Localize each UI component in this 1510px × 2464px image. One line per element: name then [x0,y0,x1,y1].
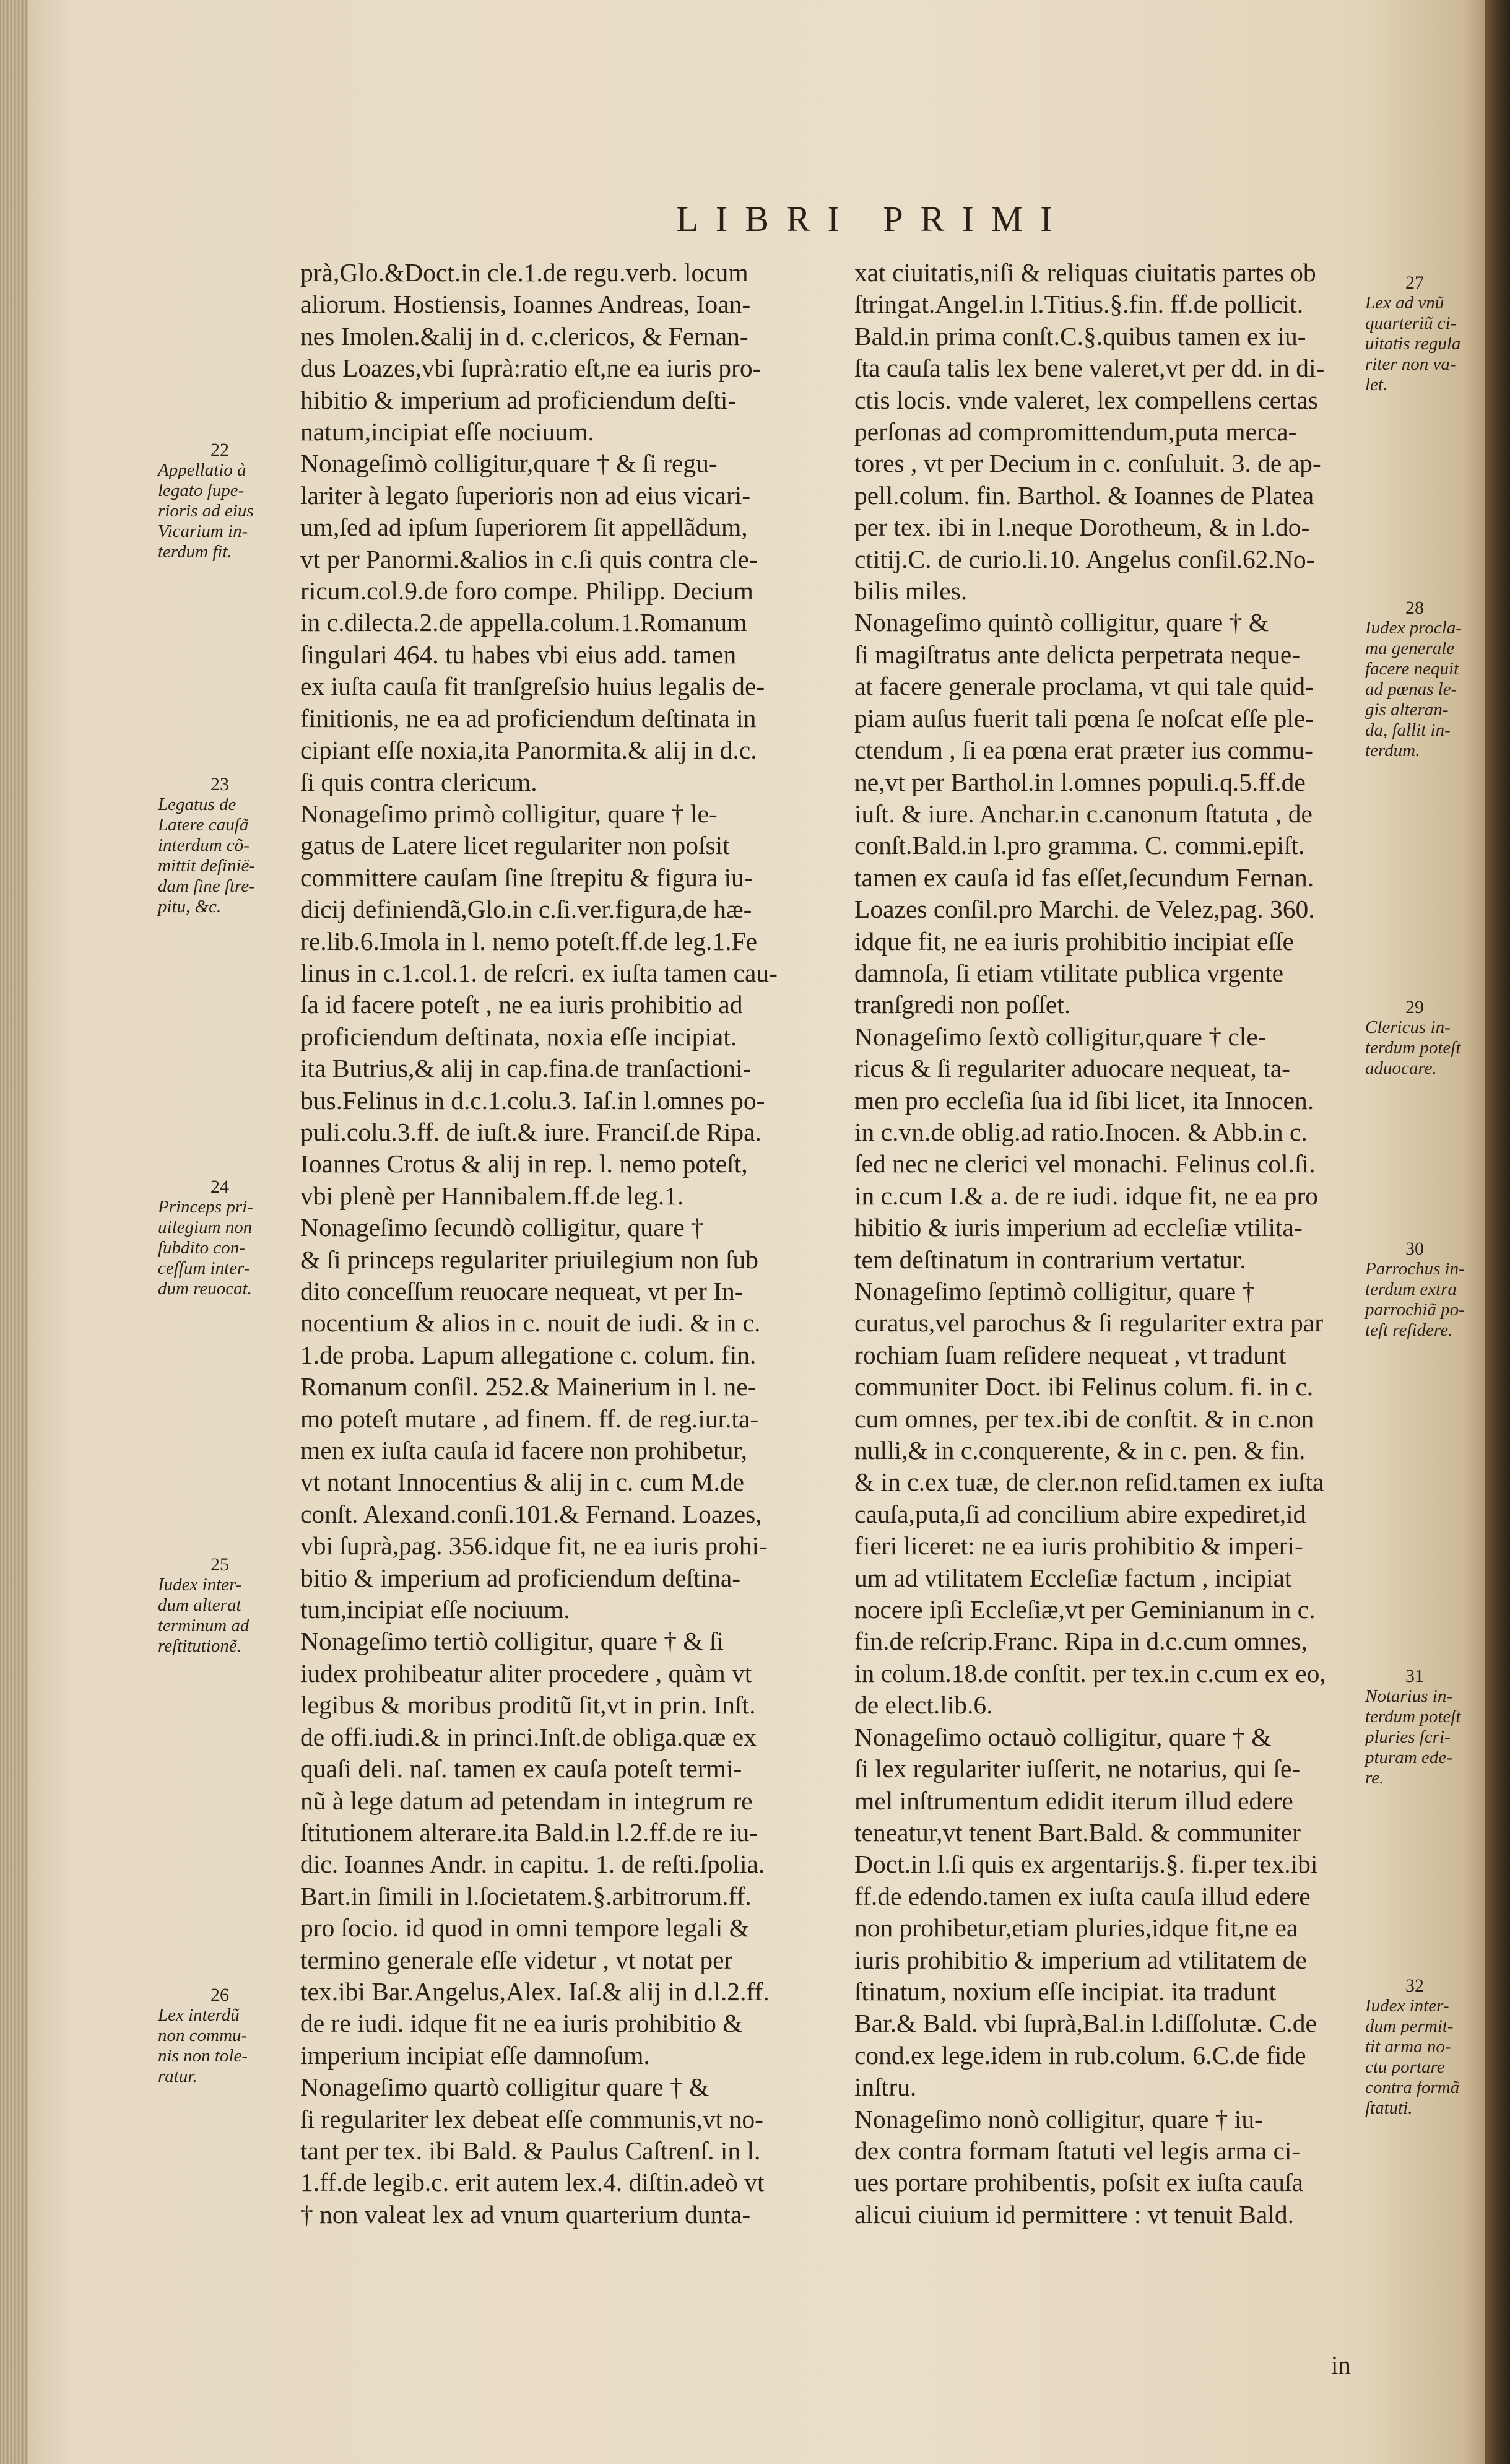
text-line: ricum.col.9.de foro compe. Philipp. Decium [300,577,753,606]
margin-note-28: 28 Iudex procla- ma generale facere nequit ad pœnas le- gis alteran- da, fallit in- terdum. [1365,598,1462,760]
text-line: tores , vt per Decium in c. conſuluit. 3. de ap- [854,449,1321,478]
text-line: lariter à legato ſuperioris non ad eius vicari- [300,481,751,510]
text-line: de re iudi. idque fit ne ea iuris prohibitio & [300,2009,743,2038]
text-line: nũ à lege datum ad petendam in integrum re [300,1786,753,1815]
text-line: communiter Doct. ibi Felinus colum. fi. in c. [854,1372,1314,1401]
text-column-right [854,257,1368,2231]
running-header: LIBRI PRIMI [676,199,1070,239]
catchword: in [1331,2351,1351,2379]
text-line: ex iuſta cauſa fit tranſgreſsio huius legalis de- [300,672,765,701]
text-line: de offi.iudi.& in princi.Inſt.de obliga.quæ ex [300,1722,757,1751]
text-line: legibus & moribus proditũ ſit,vt in prin. Inſt. [300,1691,756,1720]
text-line: conſt.Bald.in l.pro gramma. C. commi.epiſt. [854,831,1305,860]
text-line: vbi plenè per Hannibalem.ff.de leg.1. [300,1181,684,1210]
text-line: um ad vtilitatem Eccleſiæ factum , incipiat [854,1563,1292,1592]
text-line: Nonageſimo ſextò colligitur,quare † cle- [854,1022,1267,1051]
text-line: Nonageſimo quintò colligitur, quare † & [854,608,1269,637]
text-line: gatus de Latere licet regulariter non poſsit [300,831,730,860]
text-line: Bald.in prima conſt.C.§.quibus tamen ex iu- [854,321,1306,350]
text-line: ſtinatum, noxium eſſe incipiat. ita tradunt [854,1977,1277,2006]
text-line: cum omnes, per tex.ibi de conſtit. & in c.non [854,1404,1314,1433]
text-line: vbi ſuprà,pag. 356.idque fit, ne ea iuris prohi- [300,1531,768,1561]
text-line: ctis locis. vnde valeret, lex compellens certas [854,385,1319,414]
text-line: iuſt. & iure. Anchar.in c.canonum ſtatuta , de [854,799,1313,828]
text-line: proficiendum deſtinata, noxia eſſe incipiat. [300,1022,737,1051]
text-line: & ſi princeps regulariter priuilegium non ſub [300,1245,758,1274]
text-line: bilis miles. [854,577,968,606]
text-line: & in c.ex tuæ, de cler.non reſid.tamen ex iuſta [854,1468,1324,1497]
text-line: ſi magiſtratus ante delicta perpetrata neque- [854,640,1301,669]
text-line: ſtringat.Angel.in l.Titius.§.fin. ff.de pollicit. [854,290,1304,319]
text-line: tex.ibi Bar.Angelus,Alex. Iaſ.& alij in d.l.2.ff. [300,1977,770,2006]
text-line: piam auſus fuerit tali pœna ſe noſcat eſſe ple- [854,703,1314,733]
text-line: dex contra formam ſtatuti vel legis arma ci- [854,2136,1301,2165]
text-line: vt notant Innocentius & alij in c. cum M.de [300,1468,744,1497]
text-line: hibitio & imperium ad proficiendum deſti- [300,385,737,414]
text-line: nocentium & alios in c. nouit de iudi. & in c. [300,1308,761,1338]
text-line: fin.de reſcrip.Franc. Ripa in d.c.cum omnes, [854,1627,1308,1656]
margin-note-32: 32 Iudex inter- dum permit- tit arma no- ctu portare contra formã ſtatuti. [1365,1975,1460,2118]
text-line: perſonas ad compromittendum,puta merca- [854,417,1297,446]
text-line: linus in c.1.col.1. de reſcri. ex iuſta tamen cau- [300,958,778,987]
text-line: Nonageſimo nonò colligitur, quare † iu- [854,2104,1263,2133]
text-line: Doct.in l.ſi quis ex argentarijs.§. fi.per tex.ibi [854,1850,1318,1879]
text-line: ſtitutionem alterare.ita Bald.in l.2.ff.de re iu- [300,1818,758,1847]
margin-note-31: 31 Notarius in- terdum poteſt pluries ſcri- pturam ede- re. [1365,1666,1461,1788]
text-line: Nonageſimo octauò colligitur, quare † & [854,1722,1272,1751]
text-line: Bar.& Bald. vbi ſuprà,Bal.in l.diſſolutæ. C.de [854,2009,1317,2038]
text-line: ne,vt per Barthol.in l.omnes populi.q.5.ff.de [854,767,1306,796]
text-line: nocere ipſi Eccleſiæ,vt per Geminianum in c. [854,1595,1316,1624]
text-line: ſed nec ne clerici vel monachi. Felinus col.ſi. [854,1149,1316,1178]
text-line: ſi quis contra clericum. [300,767,537,796]
page-edges [0,0,28,2464]
margin-note-26: 26 Lex interdũ non commu- nis non tole- ratur. [158,1985,248,2086]
text-line: in c.cum I.& a. de re iudi. idque fit, ne ea pro [854,1181,1319,1210]
text-line: cipiant eſſe noxia,ita Panormita.& alij in d.c. [300,736,757,765]
text-line: non prohibetur,etiam pluries,idque fit,ne ea [854,1913,1298,1943]
text-line: rochiam ſuam reſidere nequeat , vt tradunt [854,1340,1287,1369]
text-line: fieri liceret: ne ea iuris prohibitio & imperi- [854,1531,1303,1561]
text-line: vt per Panormi.&alios in c.ſi quis contra cle- [300,544,758,573]
text-line: Nonageſimo ſeptimò colligitur, quare † [854,1277,1256,1305]
text-line: re.lib.6.Imola in l. nemo poteſt.ff.de leg.1.Fe [300,926,758,956]
text-line: iudex prohibeatur aliter procedere , quàm vt [300,1658,752,1687]
book-gutter-edge [1485,0,1510,2464]
text-line: bus.Felinus in d.c.1.colu.3. Iaſ.in l.omnes po- [300,1086,765,1115]
text-line: ff.de edendo.tamen ex iuſta cauſa illud edere [854,1881,1311,1910]
text-line: cauſa,puta,ſi ad concilium abire expediret,id [854,1499,1306,1528]
text-line: tranſgredi non poſſet. [854,990,1071,1019]
text-line: pro ſocio. id quod in omni tempore legali & [300,1913,749,1943]
text-line: damnoſa, ſi etiam vtilitate publica vrgente [854,958,1283,987]
margin-note-27: 27 Lex ad vnũ quarteriũ ci- uitatis regula riter non va- let. [1365,272,1461,394]
text-line: inſtru. [854,2073,917,2102]
text-line: aliorum. Hostiensis, Ioannes Andreas, Ioan- [300,290,751,319]
text-line: imperium incipiat eſſe damnoſum. [300,2040,650,2070]
text-line: in c.vn.de oblig.ad ratio.Inocen. & Abb.in c. [854,1117,1308,1146]
text-line: de elect.lib.6. [854,1691,993,1720]
margin-note-22: 22 Appellatio à legato ſupe- rioris ad eius Vicarium in- terdum fit. [158,440,254,562]
text-line: um,ſed ad ipſum ſuperiorem ſit appellãdum, [300,513,748,542]
text-line: natum,incipiat eſſe nociuum. [300,417,594,446]
text-line: Loazes conſil.pro Marchi. de Velez,pag. 360. [854,895,1315,924]
text-line: ſi lex regulariter iuſſerit, ne notarius, qui ſe- [854,1754,1301,1783]
text-line: Romanum conſil. 252.& Mainerium in l. ne- [300,1372,757,1401]
text-line: conſt. Alexand.conſi.101.& Fernand. Loazes, [300,1499,762,1528]
text-line: in colum.18.de conſtit. per tex.in c.cum ex eo, [854,1658,1326,1687]
text-line: in c.dilecta.2.de appella.colum.1.Romanum [300,608,747,637]
text-line: 1.de proba. Lapum allegatione c. colum. fin. [300,1340,757,1369]
text-line: ſingulari 464. tu habes vbi eius add. tamen [300,640,737,669]
text-line: men pro eccleſia ſua id ſibi licet, ita Innocen. [854,1086,1314,1115]
text-line: ſta cauſa talis lex bene valeret,vt per dd. in di- [854,354,1325,383]
text-line: nes Imolen.&alij in d. c.clericos, & Fernan- [300,321,748,350]
margin-note-24: 24 Princeps pri- uilegium non ſubdito con- ceſſum inter- dum reuocat. [158,1177,253,1299]
text-line: Bart.in ſimili in l.ſocietatem.§.arbitrorum.ff. [300,1881,752,1910]
text-line: ues portare prohibentis, poſsit ex iuſta cauſa [854,2168,1303,2197]
text-line: curatus,vel parochus & ſi regulariter extra par [854,1308,1324,1338]
text-line: bitio & imperium ad proficiendum deſtina- [300,1563,741,1592]
text-line: termino generale eſſe videtur , vt notat per [300,1945,733,1974]
text-line: quaſi deli. naſ. tamen ex cauſa poteſt termi- [300,1754,742,1783]
text-line: teneatur,vt tenent Bart.Bald. & communiter [854,1818,1301,1847]
text-line: ricus & ſi regulariter aduocare nequeat, ta- [854,1054,1291,1083]
text-line: nulli,& in c.conquerente, & in c. pen. & fin. [854,1436,1306,1465]
text-line: † non valeat lex ad vnum quarterium dunta- [300,2200,751,2229]
text-line: finitionis, ne ea ad proficiendum deſtinata in [300,703,757,733]
text-line: men ex iuſta cauſa id facere non prohibetur, [300,1436,747,1465]
margin-note-23: 23 Legatus de Latere cauſã interdum cõ- mittit deſinië- dam ſine ſtre- pitu, &c. [158,774,256,916]
text-line: Nonageſimò colligitur,quare † & ſi regu- [300,449,718,478]
text-line: ita Butrius,& alij in cap.fina.de tranſactioni- [300,1054,752,1083]
text-line: ctitij.C. de curio.li.10. Angelus conſil.62.No- [854,544,1315,573]
text-line: Nonageſimo quartò colligitur quare † & [300,2073,709,2102]
text-line: mo poteſt mutare , ad finem. ff. de reg.iur.ta- [300,1404,759,1433]
text-line: at facere generale proclama, vt qui tale quid- [854,672,1314,701]
text-line: tant per tex. ibi Bald. & Paulus Caſtrenſ. in l. [300,2136,761,2165]
text-line: alicui ciuium id permittere : vt tenuit Bald. [854,2200,1294,2229]
text-line: prà,Glo.&Doct.in cle.1.de regu.verb. locum [300,258,748,287]
text-line: iuris prohibitio & imperium ad vtilitatem de [854,1945,1307,1974]
text-line: Nonageſimo primò colligitur, quare † le- [300,799,718,828]
text-line: tem deſtinatum in contrarium vertatur. [854,1245,1246,1274]
text-line: 1.ff.de legib.c. erit autem lex.4. diſtin.adeò vt [300,2168,765,2197]
text-line: committere cauſam ſine ſtrepitu & figura iu- [300,863,753,892]
text-line: ctendum , ſi ea pœna erat præter ius commu- [854,736,1314,765]
text-line: per tex. ibi in l.neque Dorotheum, & in l.do- [854,513,1310,542]
text-line: puli.colu.3.ff. de iuſt.& iure. Franciſ.de Ripa. [300,1117,762,1146]
margin-note-30: 30 Parrochus in- terdum extra parrochiã po- teſt reſidere. [1365,1239,1465,1340]
text-line: cond.ex lege.idem in rub.colum. 6.C.de fide [854,2040,1306,2070]
text-line: Nonageſimo tertiò colligitur, quare † & ſi [300,1627,724,1656]
margin-note-29: 29 Clericus in- terdum poteſt aduocare. [1365,997,1461,1078]
text-line: pell.colum. fin. Barthol. & Ioannes de Platea [854,481,1314,510]
text-line: dicij definiendã,Glo.in c.ſi.ver.figura,de hæ- [300,895,752,924]
text-line: dic. Ioannes Andr. in capitu. 1. de reſti.ſpolia. [300,1850,765,1879]
text-line: ſa id facere poteſt , ne ea iuris prohibitio ad [300,990,743,1019]
text-line: dito conceſſum reuocare nequeat, vt per In- [300,1277,744,1305]
text-line: tum,incipiat eſſe nociuum. [300,1595,570,1624]
text-column-left [300,257,814,2231]
text-line: tamen ex cauſa id fas eſſet,ſecundum Fernan. [854,863,1314,892]
text-line: mel inſtrumentum edidit iterum illud edere [854,1786,1293,1815]
text-line: dus Loazes,vbi ſuprà:ratio eſt,ne ea iuris pro- [300,354,762,383]
text-line: Nonageſimo ſecundò colligitur, quare † [300,1213,704,1242]
text-line: ſi regulariter lex debeat eſſe communis,vt no- [300,2104,763,2133]
text-line: xat ciuitatis,niſi & reliquas ciuitatis partes ob [854,258,1316,287]
text-line: idque fit, ne ea iuris prohibitio incipiat eſſe [854,926,1294,956]
margin-note-25: 25 Iudex inter- dum alterat terminum ad reſtitutionẽ. [158,1554,249,1656]
text-line: hibitio & iuris imperium ad eccleſiæ vtilita- [854,1213,1303,1242]
text-line: Ioannes Crotus & alij in rep. l. nemo poteſt, [300,1149,748,1178]
